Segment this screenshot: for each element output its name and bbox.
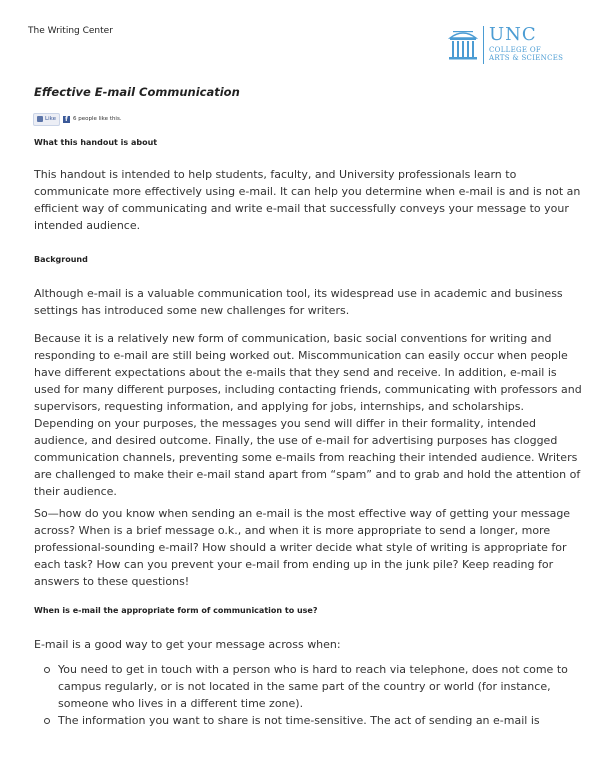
like-button[interactable] <box>33 113 60 126</box>
list-item-text: The information you want to share is not time-sensitive. The act of sending an e-mail is <box>58 714 540 727</box>
bullet-icon <box>44 718 50 724</box>
logo-college-text <box>489 46 563 62</box>
list-item <box>34 661 582 712</box>
facebook-like-widget <box>33 113 122 125</box>
facebook-icon: f <box>63 116 70 123</box>
like-count-text: 6 people like this. <box>72 116 122 122</box>
list-item <box>34 712 582 729</box>
page-title: Effective E-mail Communication <box>34 85 240 99</box>
bullet-icon <box>44 667 50 673</box>
like-button-label: Like <box>45 116 56 122</box>
logo-wordmark: UNC <box>489 24 537 45</box>
section-heading-about: What this handout is about <box>34 138 158 147</box>
paragraph-background-1: Although e-mail is a valuable communication tool, its widespread use in academic and business settings has introduced some new challenges for writers. <box>34 287 563 317</box>
old-well-icon <box>447 26 479 62</box>
paragraph-background-3: So—how do you know when sending an e-mail is the most effective way of getting your message across? When is a brief message o.k., and when it is more appropriate to send a longer, more professional-sounding e-mail? How should a writer decide what style of writing is appropriate for each task? How can you prevent your e-mail from ending up in the junk pile? Keep reading for answers to these questions! <box>34 507 571 588</box>
site-name[interactable]: The Writing Center <box>28 26 113 36</box>
thumbs-up-icon <box>37 116 43 122</box>
section-heading-when: When is e-mail the appropriate form of communication to use? <box>34 606 318 615</box>
list-item-text: You need to get in touch with a person who is hard to reach via telephone, does not come to campus regularly, or is not located in the same part of the country or world (for instance, someone who lives in a different time zone). <box>58 663 568 710</box>
logo-divider <box>483 26 484 64</box>
unc-college-logo[interactable] <box>447 26 577 66</box>
paragraph-about: This handout is intended to help students, faculty, and University professionals learn to communicate more effectively using e-mail. It can help you determine when e-mail is and is not an efficient way of communicating and write e-mail that successfully conveys your message to your intended audience. <box>34 168 581 232</box>
paragraph-background-2: Because it is a relatively new form of communication, basic social conventions for writing and responding to e-mail are still being worked out. Miscommunication can easily occur when people have different expectations about the e-mails that they send and receive. In addition, e-mail is used for many different purposes, including contacting friends, communicating with professors and supervisors, requesting information, and applying for jobs, internships, and scholarships. Depending on your purposes, the messages you send will differ in their formality, intended audience, and desired outcome. Finally, the use of e-mail for advertising purposes has clogged communication channels, preventing some e-mails from reaching their intended audience. Writers are challenged to make their e-mail stand apart from “spam” and to grab and hold the attention of their audience. <box>34 332 582 498</box>
bullet-list <box>34 661 582 729</box>
logo-line-2: ARTS & SCIENCES <box>489 54 564 62</box>
section-heading-background: Background <box>34 255 88 264</box>
paragraph-when-intro: E-mail is a good way to get your message across when: <box>34 638 341 651</box>
logo-line-1: COLLEGE OF <box>489 46 542 54</box>
